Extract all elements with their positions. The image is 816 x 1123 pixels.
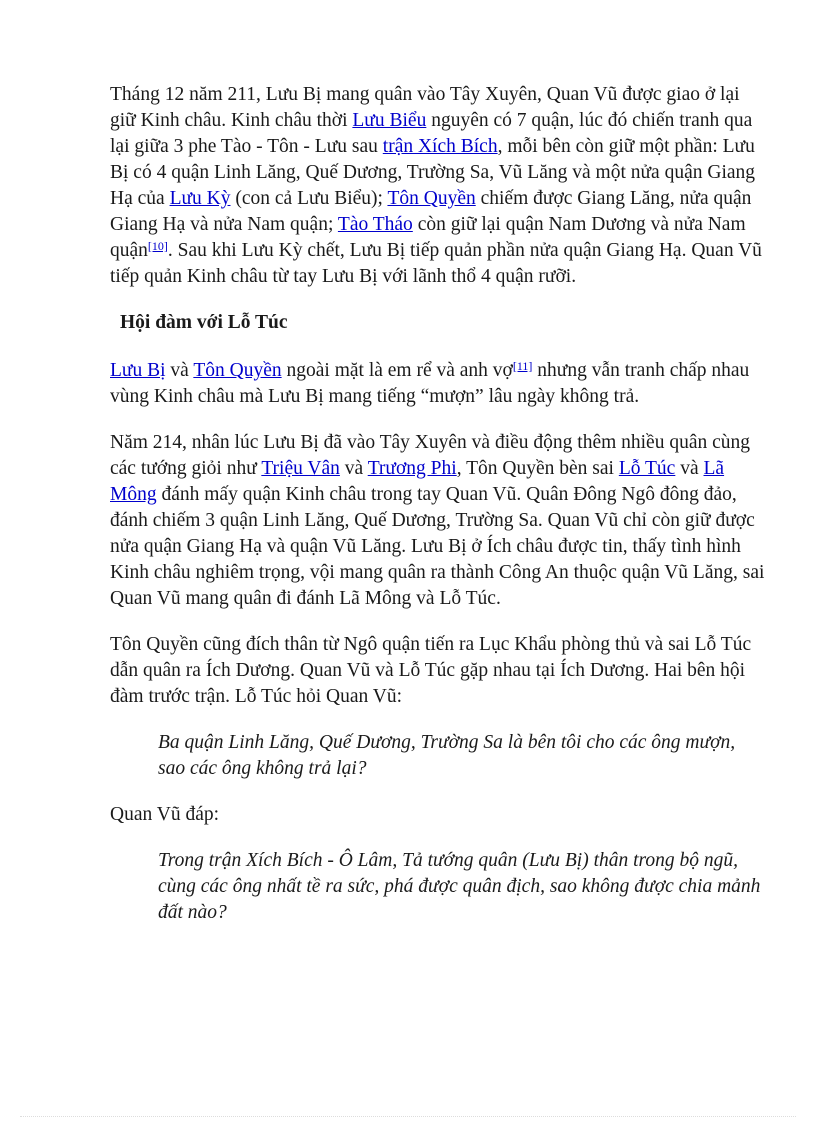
text: . Sau khi Lưu Kỳ chết, Lưu Bị tiếp quản phần nửa quận Giang Hạ. Quan Vũ tiếp quản Kinh châu từ tay Lưu Bị với lãnh thổ 4 quận rưỡi. (110, 240, 762, 287)
text: và (339, 458, 368, 479)
link-luu-bieu[interactable]: Lưu Biểu (352, 110, 427, 131)
paragraph-nam-214 (110, 430, 766, 612)
paragraph-ich-duong: Tôn Quyền cũng đích thân từ Ngô quận tiến ra Lục Khẩu phòng thủ và sai Lỗ Túc dẫn quân ra Ích Dương. Quan Vũ và Lỗ Túc gặp nhau tại Ích Dương. Hai bên hội đàm trước trận. Lỗ Túc hỏi Quan Vũ: (110, 634, 752, 707)
section-heading: Hội đàm với Lỗ Túc (120, 312, 288, 333)
paragraph-luu-bi-ton-quyen (110, 358, 766, 410)
text: còn giữ lại quận Nam Dương và nửa Nam quận (110, 214, 746, 261)
page-bottom-divider (20, 1116, 796, 1117)
text: nguyên có 7 quận, lúc đó chiến tranh qua lại giữa 3 phe Tào - Tôn - Lưu sau (110, 110, 753, 157)
text: , mỗi bên còn giữ một phần: Lưu Bị có 4 quận Linh Lăng, Quế Dương, Trường Sa, Vũ Lăng và một nửa quận Giang Hạ của (110, 136, 756, 209)
link-truong-phi[interactable]: Trương Phi (367, 458, 457, 479)
link-ton-quyen-2[interactable]: Tôn Quyền (193, 360, 282, 381)
text: chiếm được Giang Lăng, nửa quận Giang Hạ và nửa Nam quận; (110, 188, 752, 235)
link-trieu-van[interactable]: Triệu Vân (261, 458, 340, 479)
link-tao-thao[interactable]: Tào Tháo (337, 214, 413, 235)
link-ton-quyen[interactable]: Tôn Quyền (387, 188, 476, 209)
paragraph-quan-vu-dap: Quan Vũ đáp: (110, 804, 220, 825)
link-tran-xich-bich[interactable]: trận Xích Bích (382, 136, 498, 157)
quote-quan-vu: Trong trận Xích Bích - Ô Lâm, Tả tướng quân (Lưu Bị) thân trong bộ ngũ, cùng các ông nhất tề ra sức, phá được quân địch, sao không được chia mảnh đất nào? (158, 850, 761, 923)
quote-lo-tuc: Ba quận Linh Lăng, Quế Dương, Trường Sa là bên tôi cho các ông mượn, sao các ông không trả lại? (158, 732, 736, 779)
link-luu-bi[interactable]: Lưu Bị (110, 360, 166, 381)
text: Năm 214, nhân lúc Lưu Bị đã vào Tây Xuyên và điều động thêm nhiều quân cùng các tướng giỏi như (110, 432, 751, 479)
text: (con cả Lưu Biểu); (230, 188, 388, 209)
text: nhưng vẫn tranh chấp nhau vùng Kinh châu mà Lưu Bị mang tiếng “mượn” lâu ngày không trả. (110, 360, 750, 407)
link-lo-tuc[interactable]: Lỗ Túc (618, 458, 676, 479)
text: Tháng 12 năm 211, Lưu Bị mang quân vào Tây Xuyên, Quan Vũ được giao ở lại giữ Kinh châu. Kinh châu thời (110, 84, 740, 131)
document-body (110, 82, 766, 946)
text: , Tôn Quyền bèn sai (456, 458, 619, 479)
text: và (675, 458, 704, 479)
text: đánh mấy quận Kinh châu trong tay Quan Vũ. Quân Đông Ngô đông đảo, đánh chiếm 3 quận Linh Lăng, Quế Dương, Trường Sa. Quan Vũ chỉ còn giữ được nửa quận Giang Hạ và quận Vũ Lăng. Lưu Bị ở Ích châu được tin, thấy tình hình Kinh châu nghiêm trọng, vội mang quân ra thành Công An thuộc quận Vũ Lăng, sai Quan Vũ mang quân đi đánh Lã Mông và Lỗ Túc. (110, 484, 765, 609)
text: ngoài mặt là em rể và anh vợ (281, 360, 513, 381)
link-la-mong[interactable]: Lã Mông (110, 458, 725, 505)
paragraph-kinh-chau (110, 82, 766, 290)
link-luu-ky[interactable]: Lưu Kỳ (169, 188, 231, 209)
reference-10[interactable]: [10] (147, 239, 168, 253)
reference-11[interactable]: [11] (512, 359, 533, 373)
text: và (165, 360, 194, 381)
